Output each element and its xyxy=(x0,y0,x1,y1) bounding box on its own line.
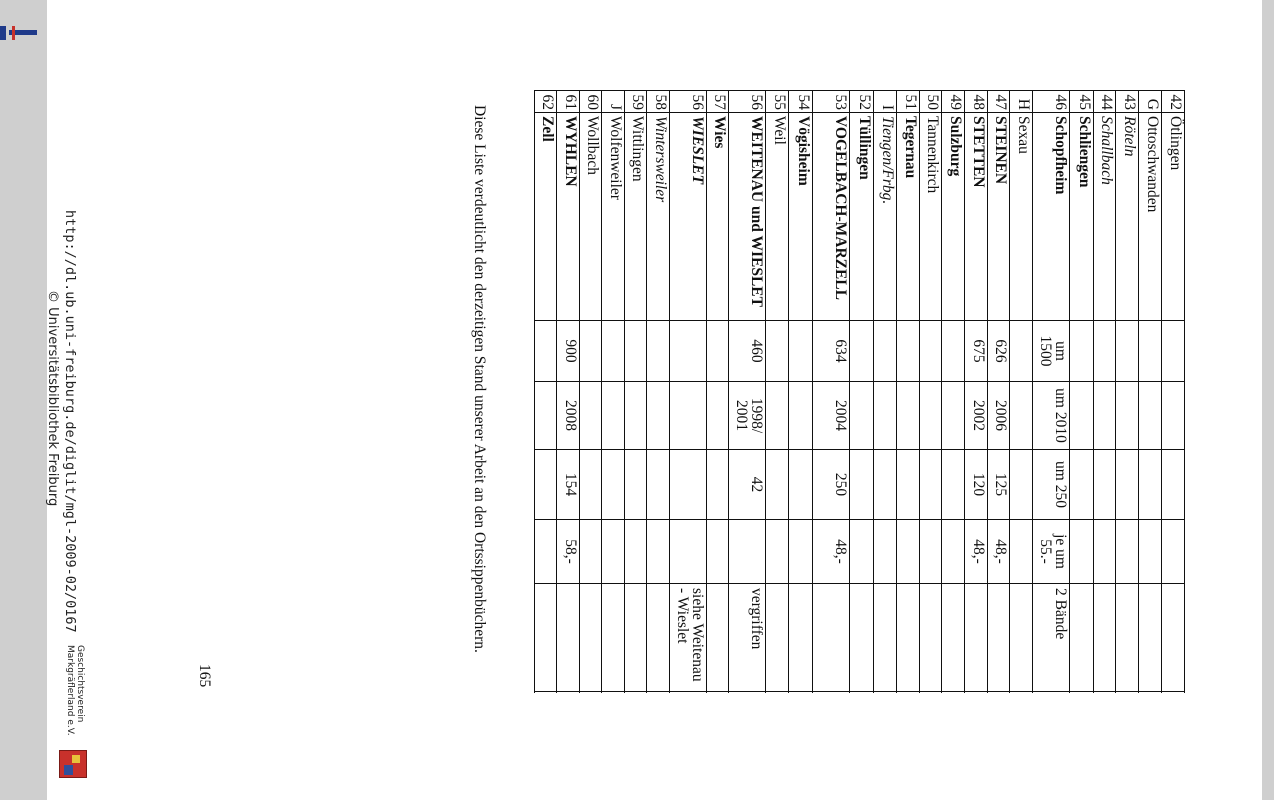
table-row xyxy=(1033,91,1070,693)
row-number-cell: 48 xyxy=(970,94,987,110)
page-count-cell xyxy=(1094,449,1115,519)
row-number-cell: 60 xyxy=(584,94,601,110)
entries-count-cell: 675 xyxy=(965,320,987,381)
row-number-cell: 52 xyxy=(856,94,873,110)
remark-cell xyxy=(766,583,788,693)
row-number-cell: 61 xyxy=(562,94,579,110)
price-cell xyxy=(874,519,896,583)
table-row xyxy=(1139,91,1162,693)
table-row xyxy=(1162,91,1185,693)
entries-count-cell xyxy=(647,320,669,381)
place-name-cell: Vögisheim xyxy=(789,112,812,320)
place-name-cell: Tiengen/Frbg. xyxy=(874,112,896,320)
price-cell xyxy=(535,519,556,583)
publication-year-cell xyxy=(1094,381,1115,449)
publication-year-cell xyxy=(580,381,601,449)
table-row xyxy=(942,91,965,693)
page-count-cell xyxy=(707,449,728,519)
place-name-cell: Ottoschwanden xyxy=(1139,112,1161,320)
remark-cell xyxy=(557,583,579,693)
entries-count-cell xyxy=(625,320,646,381)
row-number-cell: 59 xyxy=(629,94,646,110)
entries-count-cell xyxy=(1094,320,1115,381)
remark-cell xyxy=(1162,583,1184,693)
remark-cell xyxy=(647,583,669,693)
remark-cell: siehe Weitenau - Wieslet xyxy=(670,583,706,693)
remark-cell xyxy=(625,583,646,693)
table-row xyxy=(920,91,942,693)
table-row xyxy=(670,91,707,693)
place-name-cell: Sulzburg xyxy=(942,112,964,320)
page-count-cell: 250 xyxy=(813,449,849,519)
price-cell xyxy=(580,519,601,583)
page-count-cell xyxy=(580,449,601,519)
page-count-cell xyxy=(874,449,896,519)
page-count-cell xyxy=(920,449,941,519)
row-number-cell: J xyxy=(607,103,624,110)
place-name-cell: Ötlingen xyxy=(1162,112,1184,320)
source-url: http://dl.ub.uni-freiburg.de/diglit/mgl-2009-02/0167 xyxy=(62,210,78,633)
remark-cell: 2 Bände xyxy=(1033,583,1069,693)
row-number-cell: 44 xyxy=(1098,94,1115,110)
table-row xyxy=(874,91,897,693)
page-count-cell xyxy=(647,449,669,519)
place-name-cell: Wies xyxy=(707,112,728,320)
library-logo-icon xyxy=(0,26,40,40)
price-cell xyxy=(850,519,873,583)
document-page xyxy=(47,0,1262,800)
publication-year-cell xyxy=(670,381,706,449)
remark-cell xyxy=(874,583,896,693)
place-name-cell: STEINEN xyxy=(988,112,1009,320)
table-row xyxy=(625,91,647,693)
publication-year-cell: 2008 xyxy=(557,381,579,449)
entries-count-cell xyxy=(1116,320,1138,381)
remark-cell xyxy=(580,583,601,693)
row-number-cell: 51 xyxy=(902,94,919,110)
place-name-cell: Zell xyxy=(535,112,556,320)
entries-count-cell xyxy=(850,320,873,381)
page-count-cell xyxy=(602,449,624,519)
page-count-cell xyxy=(1116,449,1138,519)
price-cell xyxy=(920,519,941,583)
table-row xyxy=(813,91,850,693)
entries-count-cell xyxy=(670,320,706,381)
coat-of-arms-icon xyxy=(59,750,87,778)
row-number-cell: I xyxy=(879,104,896,110)
table-row xyxy=(580,91,602,693)
table-row xyxy=(897,91,920,693)
place-name-cell: VOGELBACH-MARZELL xyxy=(813,112,849,320)
remark-cell: vergriffen xyxy=(729,583,765,693)
page-count-cell: 154 xyxy=(557,449,579,519)
publication-year-cell xyxy=(1162,381,1184,449)
table-row xyxy=(1116,91,1139,693)
table-row xyxy=(729,91,766,693)
table-row xyxy=(647,91,670,693)
entries-count-cell xyxy=(789,320,812,381)
table-row xyxy=(789,91,813,693)
row-number-cell: 55 xyxy=(771,94,788,110)
row-number-cell: G xyxy=(1144,98,1161,110)
publication-year-cell xyxy=(1139,381,1161,449)
place-name-cell: WEITENAU und WIESLET xyxy=(729,112,765,320)
entries-count-cell xyxy=(707,320,728,381)
place-name-cell: Schallbach xyxy=(1094,112,1115,320)
row-number-cell: 50 xyxy=(924,94,941,110)
price-cell xyxy=(625,519,646,583)
publication-year-cell: 2006 xyxy=(988,381,1009,449)
place-name-cell: Schliengen xyxy=(1070,112,1093,320)
place-name-cell: Wintersweiler xyxy=(647,112,669,320)
publication-year-cell xyxy=(1010,381,1032,449)
place-name-cell: Schopfheim xyxy=(1033,112,1069,320)
page-count-cell: 125 xyxy=(988,449,1009,519)
remark-cell xyxy=(1094,583,1115,693)
page-count-cell: 42 xyxy=(729,449,765,519)
row-number-cell: H xyxy=(1015,98,1032,110)
table-row xyxy=(1010,91,1033,693)
row-number-cell: 56 xyxy=(689,94,706,110)
price-cell: 48,- xyxy=(988,519,1009,583)
place-name-cell: Röteln xyxy=(1116,112,1138,320)
remark-cell xyxy=(897,583,919,693)
place-name-cell: Wolfenweiler xyxy=(602,112,624,320)
remark-cell xyxy=(602,583,624,693)
row-number-cell: 49 xyxy=(947,94,964,110)
page-count-cell xyxy=(850,449,873,519)
publication-year-cell: um 2010 xyxy=(1033,381,1069,449)
table-row xyxy=(707,91,729,693)
publication-year-cell xyxy=(789,381,812,449)
price-cell: 48,- xyxy=(965,519,987,583)
footnote: Diese Liste verdeutlicht den derzeitigen Stand unserer Arbeit an den Ortssippenbüchern. xyxy=(471,105,488,653)
page-count-cell xyxy=(942,449,964,519)
place-name-cell: Tegernau xyxy=(897,112,919,320)
remark-cell xyxy=(813,583,849,693)
page-count-cell xyxy=(897,449,919,519)
place-name-cell: Wollbach xyxy=(580,112,601,320)
publication-year-cell: 2002 xyxy=(965,381,987,449)
table-row xyxy=(534,91,557,693)
publication-year-cell xyxy=(766,381,788,449)
entries-count-cell xyxy=(1139,320,1161,381)
place-name-cell: Sexau xyxy=(1010,112,1032,320)
rotated-page-content xyxy=(45,0,1185,800)
page-count-cell xyxy=(625,449,646,519)
remark-cell xyxy=(789,583,812,693)
remark-cell xyxy=(942,583,964,693)
place-name-cell: Wittlingen xyxy=(625,112,646,320)
price-cell xyxy=(1116,519,1138,583)
publication-year-cell xyxy=(1116,381,1138,449)
remark-cell xyxy=(850,583,873,693)
remark-cell xyxy=(535,583,556,693)
price-cell xyxy=(670,519,706,583)
row-number-cell: 43 xyxy=(1121,94,1138,110)
publication-year-cell xyxy=(920,381,941,449)
entries-count-cell xyxy=(1010,320,1032,381)
entries-count-cell xyxy=(897,320,919,381)
entries-count-cell: 900 xyxy=(557,320,579,381)
page-count-cell xyxy=(1070,449,1093,519)
publication-year-cell: 2004 xyxy=(813,381,849,449)
page-count-cell xyxy=(670,449,706,519)
entries-count-cell xyxy=(535,320,556,381)
page-count-cell xyxy=(535,449,556,519)
price-cell: 48,- xyxy=(813,519,849,583)
table-row xyxy=(557,91,580,693)
remark-cell xyxy=(1139,583,1161,693)
publication-year-cell xyxy=(850,381,873,449)
table-row xyxy=(1070,91,1094,693)
row-number-cell: 47 xyxy=(992,94,1009,110)
right-margin-strip xyxy=(1262,0,1274,800)
publication-year-cell xyxy=(1070,381,1093,449)
left-margin-strip xyxy=(0,0,47,800)
publication-year-cell xyxy=(874,381,896,449)
price-cell xyxy=(897,519,919,583)
table-row xyxy=(965,91,988,693)
entries-count-cell: um 1500 xyxy=(1033,320,1069,381)
table-row xyxy=(988,91,1010,693)
ortssippenbuch-table xyxy=(534,90,1185,692)
publication-year-cell xyxy=(602,381,624,449)
price-cell xyxy=(1010,519,1032,583)
place-name-cell: Tüllingen xyxy=(850,112,873,320)
price-cell xyxy=(789,519,812,583)
place-name-cell: STETTEN xyxy=(965,112,987,320)
row-number-cell: 53 xyxy=(832,94,849,110)
entries-count-cell xyxy=(942,320,964,381)
page-count-cell: 120 xyxy=(965,449,987,519)
publisher-name: Geschichtsverein Markgräflerland e.V. xyxy=(65,645,85,736)
row-number-cell: 46 xyxy=(1052,94,1069,110)
row-number-cell: 57 xyxy=(711,94,728,110)
publication-year-cell xyxy=(647,381,669,449)
row-number-cell: 54 xyxy=(795,94,812,110)
row-number-cell: 58 xyxy=(652,94,669,110)
price-cell xyxy=(942,519,964,583)
price-cell xyxy=(1070,519,1093,583)
copyright-notice: © Universitätsbibliothek Freiburg xyxy=(45,290,60,507)
entries-count-cell xyxy=(1070,320,1093,381)
entries-count-cell: 626 xyxy=(988,320,1009,381)
table-row xyxy=(766,91,789,693)
publication-year-cell xyxy=(897,381,919,449)
page-count-cell xyxy=(766,449,788,519)
remark-cell xyxy=(1116,583,1138,693)
price-cell xyxy=(647,519,669,583)
row-number-cell: 56 xyxy=(748,94,765,110)
entries-count-cell xyxy=(766,320,788,381)
place-name-cell: Weil xyxy=(766,112,788,320)
page-count-cell xyxy=(1162,449,1184,519)
entries-count-cell xyxy=(602,320,624,381)
page-count-cell: um 250 xyxy=(1033,449,1069,519)
remark-cell xyxy=(707,583,728,693)
price-cell xyxy=(1094,519,1115,583)
publication-year-cell xyxy=(707,381,728,449)
publication-year-cell xyxy=(625,381,646,449)
entries-count-cell xyxy=(920,320,941,381)
row-number-cell: 42 xyxy=(1167,94,1184,110)
price-cell: je um 55.- xyxy=(1033,519,1069,583)
entries-count-cell xyxy=(874,320,896,381)
remark-cell xyxy=(920,583,941,693)
price-cell xyxy=(729,519,765,583)
entries-count-cell xyxy=(1162,320,1184,381)
page-count-cell xyxy=(1010,449,1032,519)
table-row xyxy=(1094,91,1116,693)
table-row xyxy=(602,91,625,693)
publication-year-cell xyxy=(942,381,964,449)
entries-count-cell xyxy=(580,320,601,381)
price-cell xyxy=(1139,519,1161,583)
place-name-cell: WYHLEN xyxy=(557,112,579,320)
entries-count-cell: 634 xyxy=(813,320,849,381)
row-number-cell: 62 xyxy=(539,94,556,110)
table-row xyxy=(850,91,874,693)
place-name-cell: WIESLET xyxy=(670,112,706,320)
remark-cell xyxy=(965,583,987,693)
remark-cell xyxy=(988,583,1009,693)
price-cell xyxy=(707,519,728,583)
page-number: 165 xyxy=(196,664,213,688)
row-number-cell: 45 xyxy=(1076,94,1093,110)
page-count-cell xyxy=(789,449,812,519)
price-cell xyxy=(766,519,788,583)
place-name-cell: Tannenkirch xyxy=(920,112,941,320)
price-cell: 58,- xyxy=(557,519,579,583)
publication-year-cell xyxy=(535,381,556,449)
price-cell xyxy=(602,519,624,583)
price-cell xyxy=(1162,519,1184,583)
remark-cell xyxy=(1070,583,1093,693)
page-count-cell xyxy=(1139,449,1161,519)
entries-count-cell: 460 xyxy=(729,320,765,381)
publication-year-cell: 1998/ 2001 xyxy=(729,381,765,449)
remark-cell xyxy=(1010,583,1032,693)
